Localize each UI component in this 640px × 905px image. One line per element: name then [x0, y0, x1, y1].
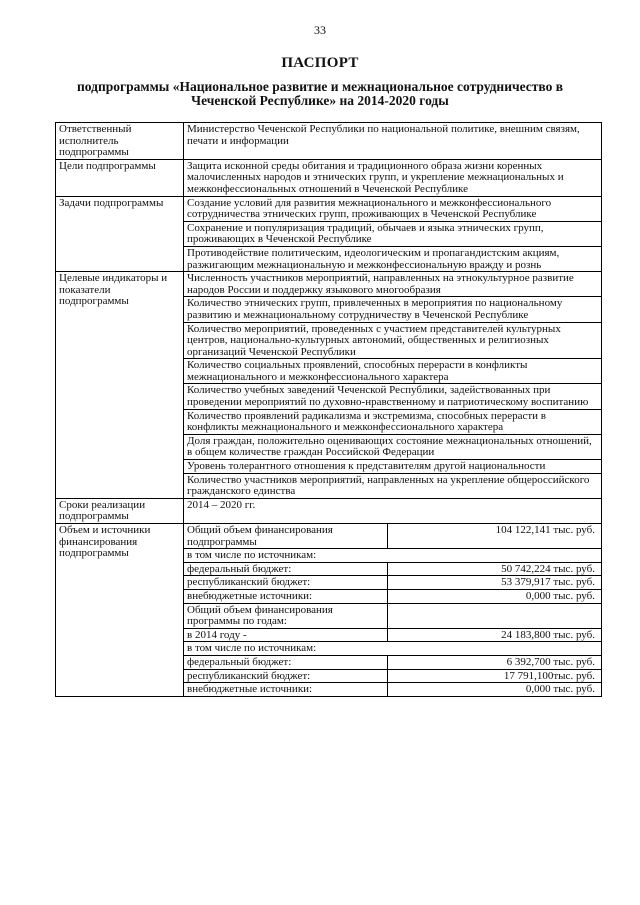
indicator-item: Количество этнических групп, привлеченных в мероприятия по национальному развитию и межнациональному сотрудничеству в Чеченской Республике	[184, 297, 601, 322]
fin-federal-label: федеральный бюджет:	[184, 562, 387, 576]
fin-republic-value: 53 379,917 тыс. руб.	[387, 576, 601, 590]
fin-row-extra	[184, 589, 601, 603]
fin-extra-value: 0,000 тыс. руб.	[387, 589, 601, 603]
row-goals	[56, 159, 602, 196]
fin-row-2014-sources-header	[184, 642, 601, 656]
fin-2014-federal-label: федеральный бюджет:	[184, 655, 387, 669]
row-indicators	[56, 272, 602, 499]
task-item: Противодействие политическим, идеологическим и пропагандистским акциям, разжигающим межнациональную и межконфессиональную вражду и рознь	[187, 246, 560, 271]
value-goals: Защита исконной среды обитания и традиционного образа жизни коренных малочисленных народов и этнических групп, и укрепление межнациональных и межконфессиональных отношений в Чеченской Республике	[184, 159, 602, 196]
fin-2014-republic-value: 17 791,100тыс. руб.	[387, 669, 601, 683]
passport-table	[55, 122, 602, 697]
row-financing	[56, 524, 602, 697]
fin-total-value: 104 122,141 тыс. руб.	[387, 524, 601, 549]
label-tasks: Задачи подпрограммы	[56, 196, 184, 272]
fin-republic-label: республиканский бюджет:	[184, 576, 387, 590]
fin-by-years-empty	[387, 603, 601, 628]
tasks-list	[184, 196, 602, 272]
indicator-item: Количество участников мероприятий, направленных на укрепление общероссийского гражданского единства	[187, 473, 590, 498]
fin-extra-label: внебюджетные источники:	[184, 589, 387, 603]
fin-row-2014	[184, 628, 601, 642]
indicator-item: Количество мероприятий, проведенных с участием представителей культурных центров, национально-культурных автономий, общественных и религиозных организаций Чеченской Республики	[184, 323, 601, 360]
indicators-list	[184, 272, 602, 499]
fin-row-federal	[184, 562, 601, 576]
fin-2014-sources-label: в том числе по источникам:	[184, 642, 601, 656]
label-indicators: Целевые индикаторы и показатели подпрограммы	[56, 272, 184, 499]
value-terms: 2014 – 2020 гг.	[184, 498, 602, 523]
fin-2014-label: в 2014 году -	[184, 628, 387, 642]
fin-2014-republic-label: республиканский бюджет:	[184, 669, 387, 683]
document-title: ПАСПОРТ	[281, 55, 359, 71]
fin-2014-extra-label: внебюджетные источники:	[187, 683, 313, 696]
financing-block	[184, 524, 602, 697]
label-goals: Цели подпрограммы	[56, 159, 184, 196]
indicator-item: Количество учебных заведений Чеченской Республики, задействованных при проведении мероприятий по духовно-нравственному и патриотическому воспитанию	[184, 384, 601, 409]
financing-table	[184, 524, 601, 696]
label-terms: Сроки реализации подпрограммы	[56, 498, 184, 523]
indicator-item: Уровень толерантного отношения к представителям другой национальности	[184, 460, 601, 474]
indicator-item: Численность участников мероприятий, направленных на этнокультурное развитие народов России и поддержку языкового многообразия	[184, 272, 601, 297]
value-executor: Министерство Чеченской Республики по национальной политике, внешним связям, печати и информации	[184, 123, 602, 160]
fin-row-sources-header	[184, 549, 601, 563]
indicator-item: Доля граждан, положительно оценивающих состояние межнациональных отношений, в общем количестве граждан Российской Федерации	[184, 435, 601, 460]
label-financing: Объем и источники финансирования подпрограммы	[56, 524, 184, 697]
fin-by-years-label: Общий объем финансирования программы по годам:	[184, 603, 387, 628]
row-terms	[56, 498, 602, 523]
row-tasks	[56, 196, 602, 272]
label-executor: Ответственный исполнитель подпрограммы	[56, 123, 184, 160]
row-executor	[56, 123, 602, 160]
fin-row-2014-federal	[184, 655, 601, 669]
fin-total-label: Общий объем финансирования подпрограммы	[184, 524, 387, 549]
task-item: Сохранение и популяризация традиций, обычаев и языка этнических групп, проживающих в Чеченской Республике	[184, 222, 601, 247]
indicator-item: Количество проявлений радикализма и экстремизма, способных перерасти в конфликты межнационального и межконфессионального характера	[184, 410, 601, 435]
fin-row-total	[184, 524, 601, 549]
fin-2014-extra-value: 0,000 тыс. руб.	[387, 683, 601, 696]
fin-2014-federal-value: 6 392,700 тыс. руб.	[387, 655, 601, 669]
task-item: Создание условий для развития межнационального и межконфессионального сотрудничества этнических групп, проживающих в Чеченской Республике	[184, 197, 601, 222]
fin-2014-value: 24 183,800 тыс. руб.	[387, 628, 601, 642]
indicator-item: Количество социальных проявлений, способных перерасти в конфликты межнационального и межконфессионального характера	[184, 359, 601, 384]
page-number: 33	[314, 23, 326, 37]
fin-row-republic	[184, 576, 601, 590]
document-subtitle: подпрограммы «Национальное развитие и межнациональное сотрудничество в Чеченской Республике» на 2014-2020 годы	[77, 79, 563, 108]
fin-row-2014-republic	[184, 669, 601, 683]
fin-row-2014-extra	[184, 683, 601, 696]
fin-federal-value: 50 742,224 тыс. руб.	[387, 562, 601, 576]
fin-sources-label: в том числе по источникам:	[184, 549, 601, 563]
fin-row-by-years	[184, 603, 601, 628]
